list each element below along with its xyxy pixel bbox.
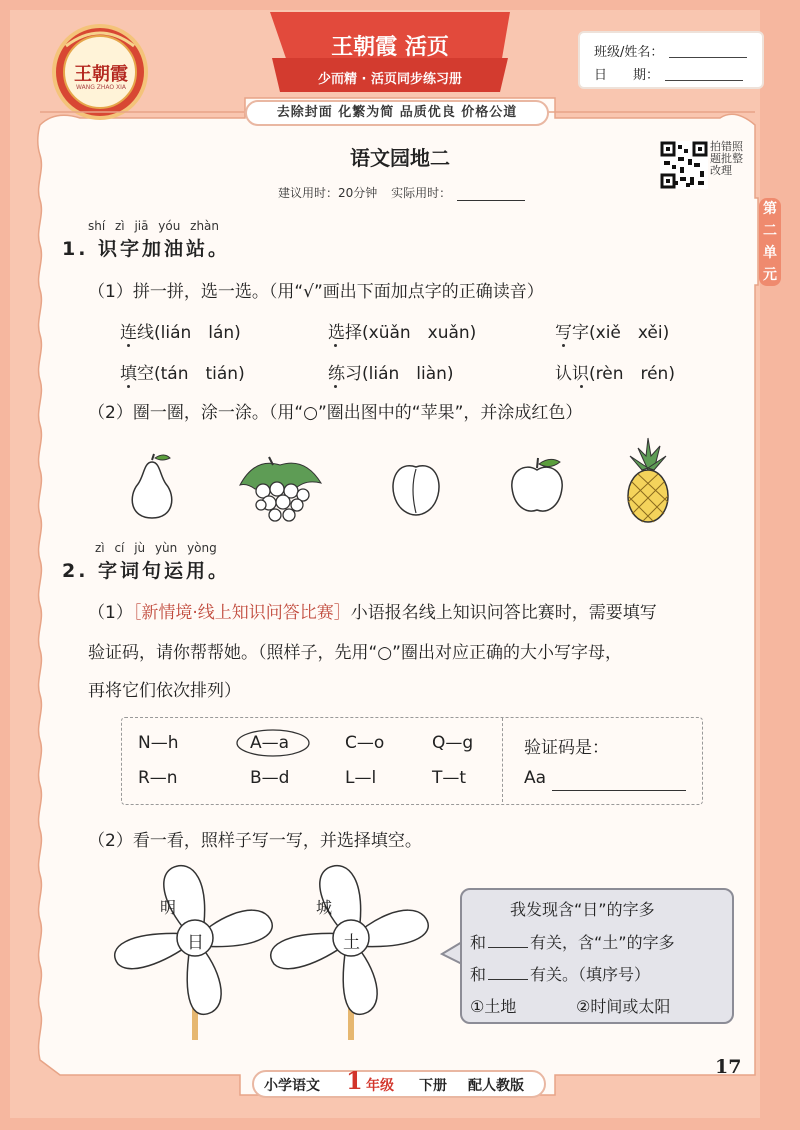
letter-pair[interactable]: C—o <box>345 733 385 753</box>
emphasis-dot <box>334 385 337 388</box>
actual-time-field[interactable] <box>457 200 525 201</box>
word-option[interactable]: 连线(lián lán) <box>120 323 241 343</box>
footer-grade-number: 1 <box>346 1066 363 1095</box>
emphasis-dot <box>127 344 130 347</box>
letter-pair[interactable]: R—n <box>138 768 178 788</box>
word-option[interactable]: 选择(xüǎn xuǎn) <box>328 323 477 343</box>
word-option[interactable]: 练习(lián liàn) <box>328 364 454 384</box>
apple-icon[interactable] <box>508 454 566 516</box>
suggested-time: 建议用时：20分钟 <box>278 186 378 200</box>
date-label: 日 期： <box>594 68 660 83</box>
date-field[interactable] <box>665 70 743 81</box>
unit-tab: 第二单元 <box>759 198 781 286</box>
windmill-2-leaf: 城 <box>316 898 333 917</box>
section2-question1-line2: 验证码，请你帮帮她。（照样子，先用“○”圈出对应正确的大小写字母， <box>88 643 622 663</box>
scenario-tag: ［新情境·线上知识问答比赛］ <box>132 603 351 623</box>
section2-heading: 2. 字词句运用。 <box>62 560 231 582</box>
option-2: ②时间或太阳 <box>576 997 671 1016</box>
word-option[interactable]: 写字(xiě xěi) <box>555 323 670 343</box>
footer-subject: 小学语文 <box>264 1078 320 1094</box>
section1-pinyin: shí zì jiā yóu zhàn <box>88 219 220 233</box>
verification-code-box <box>121 717 703 805</box>
peach-icon[interactable] <box>388 455 444 517</box>
section1-question2: （2）圈一圈，涂一涂。（用“○”圈出图中的“苹果”，并涂成红色） <box>88 403 583 423</box>
code-box-divider <box>502 718 503 802</box>
section2-pinyin: zì cí jù yùn yòng <box>95 541 217 555</box>
word-option[interactable]: 认识(rèn rén) <box>555 364 675 384</box>
blank-field-2[interactable] <box>488 979 528 980</box>
bubble-line-2: 和 有关，含“土”的字多 <box>470 933 675 952</box>
code-answer-sample: Aa <box>524 768 547 788</box>
section2-question2: （2）看一看，照样子写一写，并选择填空。 <box>88 831 422 851</box>
emphasis-dot <box>562 344 565 347</box>
grapes-icon[interactable] <box>235 455 325 525</box>
footer-badge <box>252 1066 546 1098</box>
slogan: 去除封面 化繁为简 品质优良 价格公道 <box>245 100 549 126</box>
logo-subtext: WANG ZHAO XIA <box>76 84 126 91</box>
emphasis-dot <box>580 385 583 388</box>
letter-pair[interactable]: T—t <box>432 768 467 788</box>
code-answer-field[interactable] <box>552 790 686 791</box>
student-info-box <box>578 31 764 89</box>
actual-time-label: 实际用时： <box>391 186 452 200</box>
emphasis-dot <box>334 344 337 347</box>
class-name-label: 班级/姓名： <box>594 45 664 60</box>
class-name-row <box>594 41 747 60</box>
code-label: 验证码是： <box>524 738 609 758</box>
banner-subtitle: 少而精 · 活页同步练习册 <box>318 72 462 87</box>
banner-title: 王朝霞 活页 <box>331 34 449 60</box>
letter-pair[interactable]: L—l <box>345 768 377 788</box>
time-hint <box>278 184 525 201</box>
emphasis-dot <box>127 385 130 388</box>
section2-question1-line1: （1）［新情境·线上知识问答比赛］小语报名线上知识问答比赛时，需要填写 <box>88 603 657 623</box>
section1-heading: 1. 识字加油站。 <box>62 238 231 260</box>
blank-field-1[interactable] <box>488 947 528 948</box>
pear-icon[interactable] <box>124 452 180 522</box>
option-1: ①土地 <box>470 997 517 1016</box>
letter-pair[interactable]: Q—g <box>432 733 474 753</box>
section1-question1: （1）拼一拼，选一选。（用“√”画出下面加点字的正确读音） <box>88 282 544 302</box>
windmill-1-leaf: 明 <box>160 898 177 917</box>
section2-question1-line3: 再将它们依次排列） <box>88 681 241 701</box>
page-title: 语文园地二 <box>350 146 450 170</box>
letter-pair[interactable]: N—h <box>138 733 179 753</box>
qr-caption: 拍错照题批整改理 <box>710 140 743 177</box>
footer-edition: 配人教版 <box>468 1078 524 1094</box>
windmill-1-center: 日 <box>187 933 204 953</box>
class-name-field[interactable] <box>669 47 747 58</box>
windmill-2-center: 土 <box>343 933 360 953</box>
pineapple-icon[interactable] <box>624 436 672 524</box>
date-row <box>594 64 743 83</box>
bubble-line-1: 我发现含“日”的字多 <box>510 900 655 919</box>
logo-text: 王朝霞 <box>74 64 128 85</box>
letter-pair[interactable]: B—d <box>250 768 290 788</box>
page-number: 17 <box>715 1056 742 1078</box>
word-option[interactable]: 填空(tán tián) <box>120 364 245 384</box>
footer-volume: 下册 <box>419 1078 447 1094</box>
letter-pair[interactable]: A—a <box>250 733 290 753</box>
footer-grade: 年级 <box>366 1078 394 1094</box>
question-text: 小语报名线上知识问答比赛时，需要填写 <box>350 603 657 623</box>
bubble-line-3: 和 有关。（填序号） <box>470 965 651 984</box>
